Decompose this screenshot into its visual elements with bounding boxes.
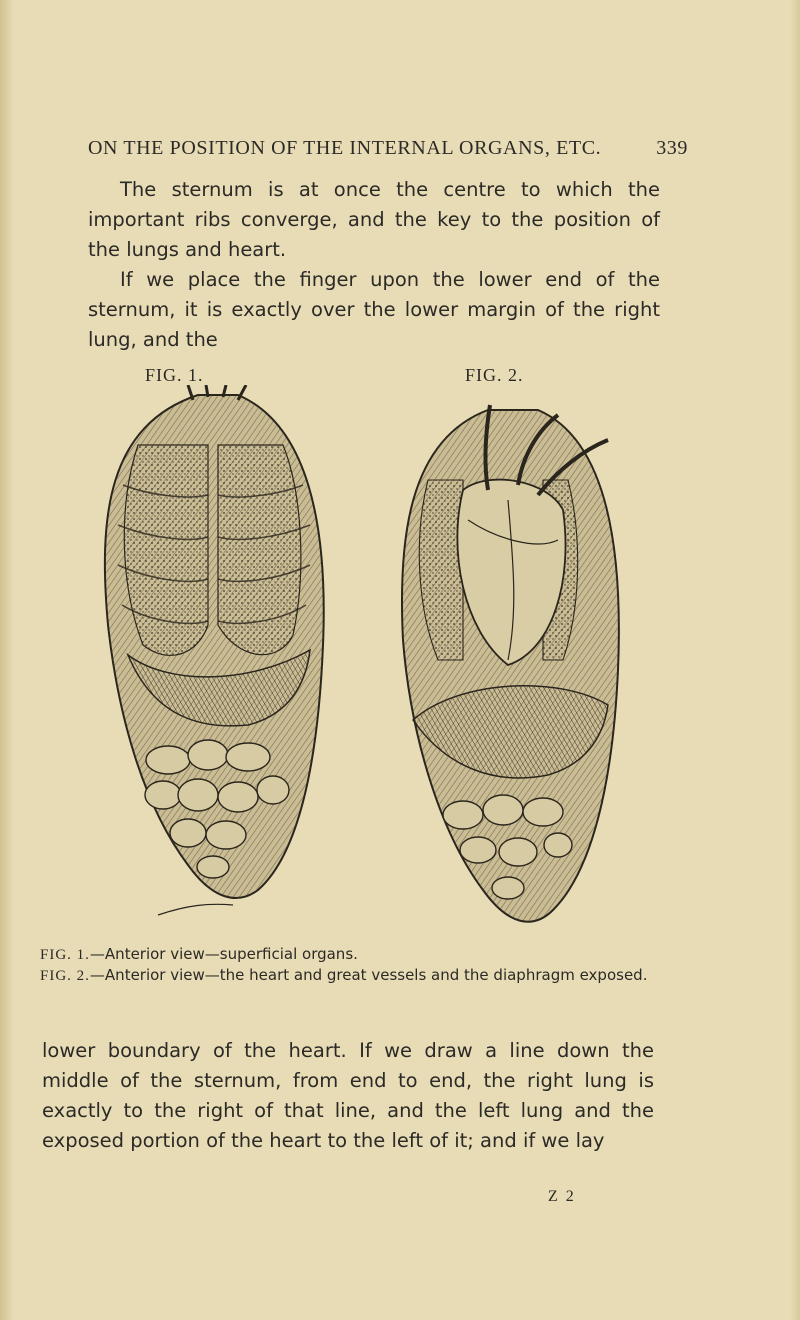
caption-fig1-label: FIG. 1.: [40, 947, 90, 963]
paragraph-sternum: The sternum is at once the centre to which the important ribs converge, and the key to the position of the lungs and heart.: [88, 178, 660, 261]
page-gutter-shadow: [0, 0, 14, 1320]
running-title: ON THE POSITION OF THE INTERNAL ORGANS, ETC.: [88, 137, 602, 159]
fig1-label: FIG. 1.: [145, 365, 204, 385]
page-number: 339: [656, 137, 688, 159]
figure-1-illustration: [105, 385, 324, 915]
caption-fig2: [40, 965, 680, 986]
paragraph-continuation: lower boundary of the heart. If we draw a line down the middle of the sternum, from end to end, the right lung is exactly to the right of that line, and the left lung and the exposed portion of the heart to the left of it; and if we lay: [42, 1039, 654, 1152]
caption-fig2-label: FIG. 2.: [40, 968, 90, 984]
body-text-bottom: [42, 1036, 654, 1156]
figure-2-illustration: [402, 405, 619, 922]
fig2-label: FIG. 2.: [465, 365, 524, 385]
page-edge-shadow: [790, 0, 800, 1320]
figure-captions: [40, 944, 680, 986]
caption-fig1-text: —Anterior view—superficial organs.: [89, 945, 358, 963]
paragraph-finger: If we place the finger upon the lower end of the sternum, it is exactly over the lower margin of the right lung, and the: [88, 268, 660, 351]
running-header: [88, 137, 688, 160]
caption-fig2-text: —Anterior view—the heart and great vessels and the diaphragm exposed.: [89, 966, 648, 984]
anatomical-figures: [48, 385, 668, 945]
caption-fig1: [40, 944, 680, 965]
body-text-top: [88, 175, 660, 355]
signature-mark: Z 2: [548, 1188, 576, 1205]
